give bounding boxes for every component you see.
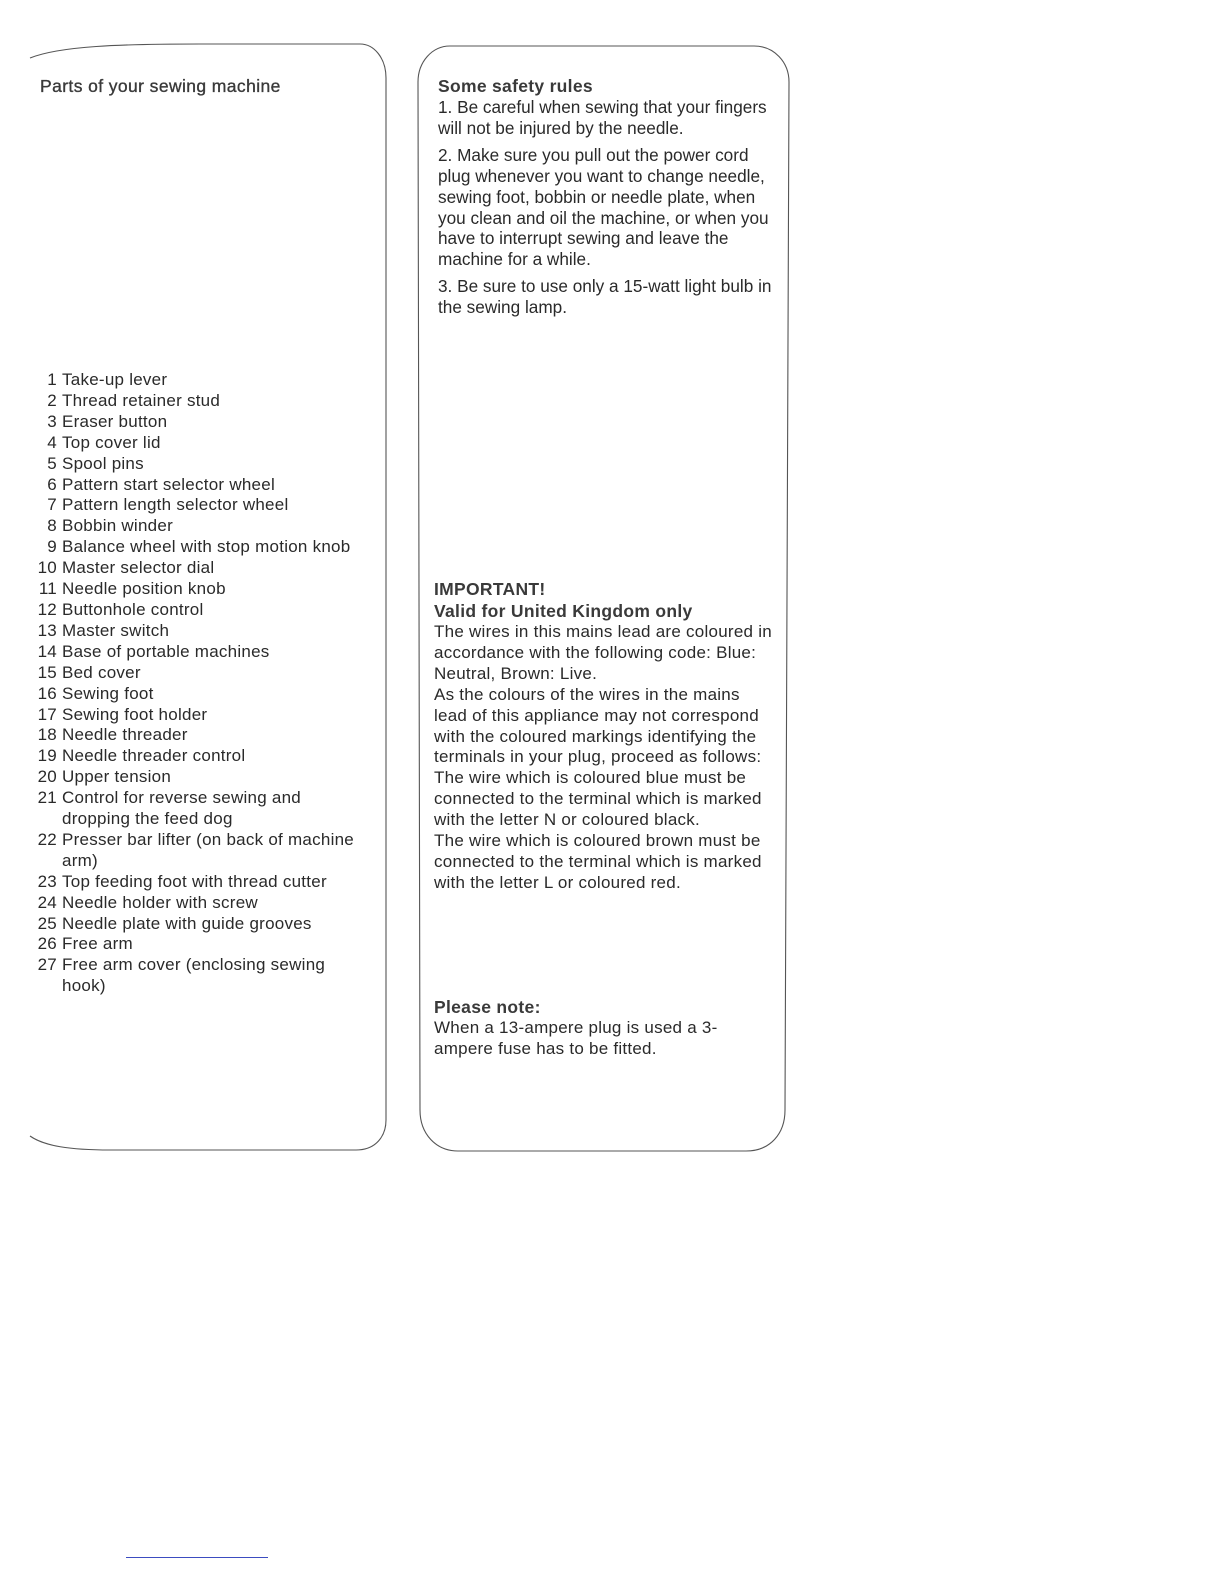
part-number: 26	[37, 934, 57, 954]
part-label: Master switch	[62, 620, 170, 640]
part-item	[32, 516, 372, 537]
part-label: Pattern length selector wheel	[62, 495, 289, 515]
safety-title: Some safety rules	[438, 76, 593, 96]
parts-panel	[32, 74, 368, 1074]
part-item	[32, 663, 372, 684]
part-item	[32, 914, 372, 935]
part-label: Sewing foot	[62, 683, 154, 703]
safety-rule: 3. Be sure to use only a 15-watt light bulb in the sewing lamp.	[438, 276, 772, 318]
part-item	[32, 830, 372, 872]
important-paragraph: The wire which is coloured blue must be connected to the terminal which is marked with the letter N or coloured black.	[434, 768, 762, 830]
safety-rule: 1. Be careful when sewing that your fingers will not be injured by the needle.	[438, 97, 767, 138]
important-section	[434, 578, 774, 894]
part-label: Master selector dial	[62, 558, 215, 578]
part-number: 10	[37, 558, 57, 578]
part-label: Balance wheel with stop motion knob	[62, 537, 351, 557]
part-item	[32, 475, 372, 496]
part-number: 5	[47, 453, 57, 473]
part-number: 19	[37, 746, 57, 766]
safety-section	[438, 76, 774, 324]
important-paragraph: The wires in this mains lead are coloured in accordance with the following code: Blue: Neutral, Brown: Live.	[434, 622, 772, 683]
parts-list	[32, 370, 372, 997]
part-number: 7	[47, 495, 57, 515]
parts-title: Parts of your sewing machine	[40, 76, 281, 96]
part-number: 20	[37, 767, 57, 787]
part-number: 22	[37, 829, 57, 849]
note-title: Please note:	[434, 997, 541, 1017]
important-subtitle: Valid for United Kingdom only	[434, 601, 693, 621]
part-item	[32, 600, 372, 621]
part-number: 18	[37, 725, 57, 745]
part-item	[32, 495, 372, 516]
part-number: 23	[37, 871, 57, 891]
part-item	[32, 788, 372, 830]
part-label: Sewing foot holder	[62, 704, 208, 724]
part-label: Presser bar lifter (on back of machine arm)	[62, 829, 355, 870]
part-item	[32, 454, 372, 475]
part-label: Needle position knob	[62, 579, 226, 599]
part-number: 2	[47, 390, 57, 410]
part-label: Take-up lever	[62, 370, 168, 389]
part-number: 27	[37, 955, 57, 975]
part-item	[32, 433, 372, 454]
part-label: Eraser button	[62, 411, 168, 431]
part-item	[32, 391, 372, 412]
part-number: 3	[47, 411, 57, 431]
part-label: Pattern start selector wheel	[62, 474, 275, 494]
part-number: 13	[37, 620, 57, 640]
part-label: Upper tension	[62, 767, 172, 787]
part-number: 24	[37, 892, 57, 912]
safety-rule: 2. Make sure you pull out the power cord plug whenever you want to change needle, sewing foot, bobbin or needle plate, when you clean and oil the machine, or when you have to interrupt sewing and leave the machine for a while.	[438, 144, 769, 270]
part-item	[32, 705, 372, 726]
part-item	[32, 537, 372, 558]
part-label: Needle holder with screw	[62, 892, 258, 912]
important-paragraph: As the colours of the wires in the mains lead of this appliance may not correspond with the coloured markings identifying the terminals in your plug, proceed as follows:	[434, 684, 762, 767]
part-number: 6	[47, 474, 57, 494]
important-title: IMPORTANT!	[434, 579, 546, 599]
note-text: When a 13-ampere plug is used a 3-ampere fuse has to be fitted.	[434, 1018, 718, 1058]
part-label: Needle threader control	[62, 746, 246, 766]
part-number: 8	[47, 516, 57, 536]
part-item	[32, 558, 372, 579]
part-label: Free arm cover (enclosing sewing hook)	[62, 955, 326, 996]
part-item	[32, 767, 372, 788]
part-label: Free arm	[62, 934, 133, 954]
part-number: 16	[37, 683, 57, 703]
part-item	[32, 642, 372, 663]
part-item	[32, 725, 372, 746]
part-item	[32, 621, 372, 642]
part-label: Top cover lid	[62, 432, 161, 452]
part-item	[32, 746, 372, 767]
part-label: Needle plate with guide grooves	[62, 913, 312, 933]
note-section	[434, 996, 774, 1060]
part-number: 14	[37, 641, 57, 661]
part-label: Bobbin winder	[62, 516, 173, 536]
part-label: Buttonhole control	[62, 599, 204, 619]
part-number: 9	[47, 537, 57, 557]
part-item	[32, 684, 372, 705]
footer-rule	[126, 1557, 268, 1558]
part-number: 11	[38, 579, 57, 599]
part-item	[32, 370, 372, 391]
safety-panel	[434, 74, 774, 1074]
part-number: 25	[37, 913, 57, 933]
part-item	[32, 934, 372, 955]
part-label: Base of portable machines	[62, 641, 270, 661]
part-item	[32, 872, 372, 893]
part-number: 21	[37, 788, 57, 808]
part-item	[32, 893, 372, 914]
part-label: Spool pins	[62, 453, 144, 473]
part-number: 15	[37, 662, 57, 682]
part-label: Control for reverse sewing and dropping the feed dog	[62, 788, 302, 829]
part-label: Thread retainer stud	[62, 390, 221, 410]
part-number: 17	[37, 704, 57, 724]
part-item	[32, 955, 372, 997]
part-item	[32, 579, 372, 600]
part-number: 12	[37, 599, 57, 619]
part-number: 4	[47, 432, 57, 452]
part-label: Bed cover	[62, 662, 141, 682]
part-label: Needle threader	[62, 725, 188, 745]
important-paragraph: The wire which is coloured brown must be connected to the terminal which is marked with the letter L or coloured red.	[434, 831, 762, 892]
part-label: Top feeding foot with thread cutter	[62, 871, 327, 891]
part-number: 1	[47, 370, 57, 389]
part-item	[32, 412, 372, 433]
